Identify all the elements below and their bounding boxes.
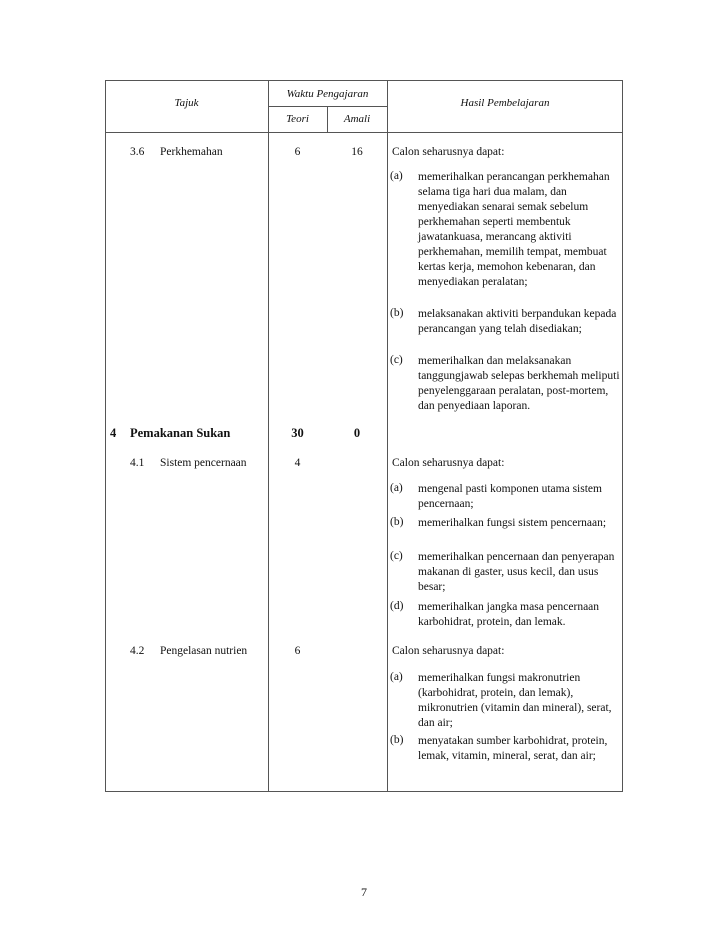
row-number: 3.6: [130, 146, 145, 158]
header-hasil-pembelajaran: Hasil Pembelajaran: [460, 97, 550, 109]
outcome-item: [390, 482, 622, 512]
item-label: (a): [390, 170, 403, 182]
item-label: (b): [390, 516, 404, 528]
item-label: (b): [390, 307, 404, 319]
header-teori: Teori: [286, 113, 309, 125]
row-number: 4.2: [130, 645, 145, 657]
outcome-item: [390, 354, 622, 414]
section-amali-total: 0: [353, 426, 361, 440]
item-label: (c): [390, 550, 403, 562]
item-text: memerihalkan fungsi sistem pencernaan;: [418, 517, 607, 529]
item-text: menyatakan sumber karbohidrat, protein, lemak, vitamin, mineral, serat, dan air;: [418, 735, 608, 762]
item-label: (d): [390, 600, 404, 612]
row-number: 4.1: [130, 457, 145, 469]
row-title: Perkhemahan: [160, 146, 223, 158]
section-title: Pemakanan Sukan: [130, 426, 231, 440]
item-label: (b): [390, 734, 404, 746]
item-text: melaksanakan aktiviti berpandukan kepada perancangan yang telah disediakan;: [418, 308, 617, 335]
teori-value: 6: [294, 645, 301, 657]
teori-value: 6: [294, 146, 301, 158]
item-text: memerihalkan dan melaksanakan tanggungjawab selepas berkhemah meliputi penyelenggaraan peralatan, post-mortem, dan penyediaan laporan.: [418, 355, 620, 412]
outcome-item: [390, 307, 622, 337]
page-number: 7: [361, 885, 367, 899]
outcome-item: [390, 516, 622, 531]
item-label: (a): [390, 482, 403, 494]
section-teori-total: 30: [291, 426, 304, 440]
outcome-item: [390, 170, 622, 290]
header-tajuk: Tajuk: [174, 97, 199, 109]
amali-value: 16: [351, 146, 363, 158]
item-text: memerihalkan fungsi makronutrien (karbohidrat, protein, dan lemak), mikronutrien (vitamin dan mineral), serat, dan air;: [418, 672, 612, 729]
outcome-item: [390, 550, 622, 595]
item-label: (c): [390, 354, 403, 366]
item-label: (a): [390, 671, 403, 683]
header-waktu-pengajaran: Waktu Pengajaran: [286, 88, 369, 100]
header-amali: Amali: [343, 113, 371, 125]
item-text: mengenal pasti komponen utama sistem pencernaan;: [418, 483, 602, 510]
outcome-item: [390, 671, 622, 731]
outcome-item: [390, 600, 622, 630]
outcome-item: [390, 734, 622, 764]
row-title: Pengelasan nutrien: [160, 645, 248, 657]
outcome-intro: Calon seharusnya dapat:: [392, 645, 505, 657]
section-number: 4: [110, 426, 117, 440]
item-text: memerihalkan perancangan perkhemahan selama tiga hari dua malam, dan menyediakan senarai semak sebelum perkhemahan seperti membentuk jawatankuasa, merancang aktiviti perkhemahan, memilih tempat, membuat kertas kerja, memohon kebenaran, dan menyediakan peralatan;: [418, 171, 610, 288]
teori-value: 4: [294, 457, 301, 469]
item-text: memerihalkan pencernaan dan penyerapan makanan di gaster, usus kecil, dan usus besar;: [418, 551, 615, 593]
outcome-intro: Calon seharusnya dapat:: [392, 457, 505, 469]
outcome-intro: Calon seharusnya dapat:: [392, 146, 505, 158]
item-text: memerihalkan jangka masa pencernaan karbohidrat, protein, dan lemak.: [418, 601, 600, 628]
row-title: Sistem pencernaan: [160, 457, 247, 469]
